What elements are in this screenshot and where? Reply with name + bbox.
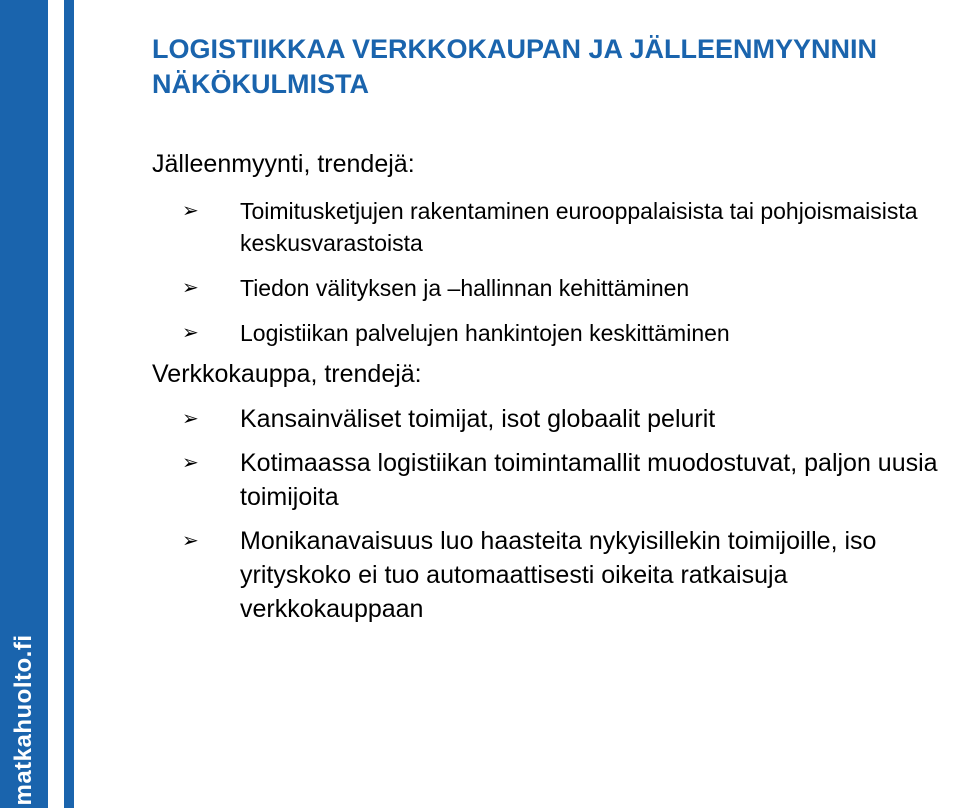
section-heading-resale: Jälleenmyynti, trendejä: xyxy=(152,150,415,178)
arrowhead-bullet-icon: ➢ xyxy=(182,277,199,299)
list-item xyxy=(152,272,942,304)
arrowhead-bullet-icon: ➢ xyxy=(182,530,199,552)
list-item xyxy=(152,402,942,436)
bullet-text: Kotimaassa logistiikan toimintamallit muodostuvat, paljon uusia toimijoita xyxy=(240,449,938,511)
bullet-text: Tiedon välityksen ja –hallinnan kehittäminen xyxy=(240,275,690,301)
brand-stripe xyxy=(64,0,74,808)
list-item xyxy=(152,446,942,514)
bullet-list-resale xyxy=(152,195,942,349)
bullet-text: Monikanavaisuus luo haasteita nykyisillekin toimijoille, iso yrityskoko ei tuo automaattisesti oikeita ratkaisuja verkkokauppaan xyxy=(240,527,877,623)
slide-title: LOGISTIIKKAA VERKKOKAUPAN JA JÄLLEENMYYNNIN NÄKÖKULMISTA xyxy=(152,34,878,99)
list-item xyxy=(152,524,942,626)
list-item xyxy=(152,195,942,259)
matkahuolto-logo: matkahuolto.fi xyxy=(10,634,37,806)
bullet-text: Toimitusketjujen rakentaminen eurooppalaisista tai pohjoismaisista keskusvarastoista xyxy=(240,198,918,256)
arrowhead-bullet-icon: ➢ xyxy=(182,200,199,222)
arrowhead-bullet-icon: ➢ xyxy=(182,452,199,474)
bullet-text: Kansainväliset toimijat, isot globaalit pelurit xyxy=(240,405,716,433)
list-item xyxy=(152,317,942,349)
brand-sidebar xyxy=(0,0,48,808)
slide-content xyxy=(152,146,942,626)
arrowhead-bullet-icon: ➢ xyxy=(182,408,199,430)
arrowhead-bullet-icon: ➢ xyxy=(182,322,199,344)
bullet-list-ecommerce xyxy=(152,402,942,626)
bullet-text: Logistiikan palvelujen hankintojen keskittäminen xyxy=(240,320,730,346)
section-heading-ecommerce: Verkkokauppa, trendejä: xyxy=(152,360,422,388)
